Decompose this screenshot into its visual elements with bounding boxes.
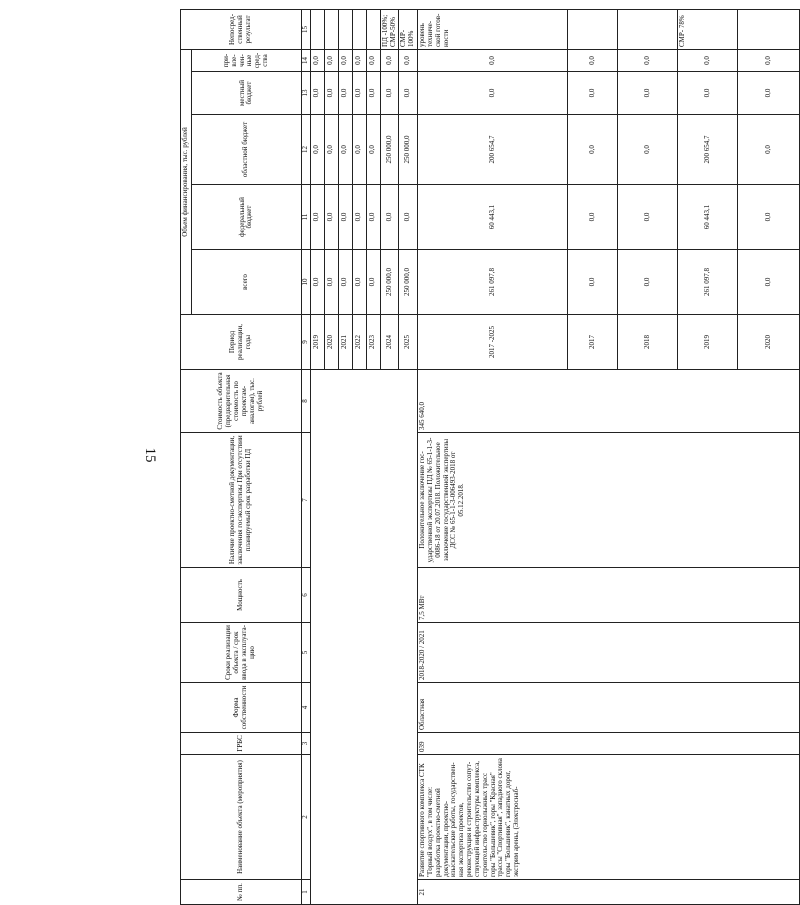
cell-attracted: 0,0 [568, 49, 618, 71]
cell-attracted: 0,0 [399, 49, 418, 71]
cell-year: 2024 [380, 315, 399, 370]
column-number: 7 [301, 433, 310, 568]
header-term: Сроки реализации объекта / срок ввода в эксплуатацию [181, 623, 302, 683]
cell-attracted: 0,0 [338, 49, 352, 71]
column-number: 14 [301, 49, 310, 71]
column-number: 12 [301, 115, 310, 185]
cell-regional: 250 000,0 [399, 115, 418, 185]
cell-regional: 0,0 [568, 115, 618, 185]
cell-local: 0,0 [366, 72, 380, 115]
cell-federal: 60 443,1 [678, 185, 738, 250]
cell-attracted: 0,0 [380, 49, 399, 71]
cell-attracted: 0,0 [366, 49, 380, 71]
header-capacity: Мощность [181, 568, 302, 623]
item-21-rows [418, 9, 800, 904]
cell-regional: 200 654,7 [678, 115, 738, 185]
cell-result: СМР- 78% [678, 9, 738, 49]
cell-federal: 0,0 [399, 185, 418, 250]
cell-local: 0,0 [678, 72, 738, 115]
header-funding: Объем финансирования, тыс. рублей [181, 49, 192, 314]
cell-total: 0,0 [352, 250, 366, 315]
cell-federal: 0,0 [310, 185, 324, 250]
cell-local: 0,0 [738, 72, 800, 115]
cell-year: 2020 [324, 315, 338, 370]
column-number: 13 [301, 72, 310, 115]
rotated-table-wrapper [180, 10, 772, 905]
column-number: 3 [301, 733, 310, 755]
cell-local: 0,0 [310, 72, 324, 115]
header-no: № пп. [181, 880, 302, 905]
cell-regional: 0,0 [352, 115, 366, 185]
cell-total: 0,0 [310, 250, 324, 315]
cell-result [366, 9, 380, 49]
cell-federal: 0,0 [380, 185, 399, 250]
header-cost: Стоимость объекта (предварительная стоимость по проектам-аналогам), тыс. рублей [181, 370, 302, 433]
cell-year: 2021 [338, 315, 352, 370]
cell-result [738, 9, 800, 49]
cell-local: 0,0 [399, 72, 418, 115]
column-number: 11 [301, 185, 310, 250]
cell-local: 0,0 [418, 72, 568, 115]
cell-local: 0,0 [324, 72, 338, 115]
column-number: 5 [301, 623, 310, 683]
column-number: 15 [301, 9, 310, 49]
cell-total: 0,0 [618, 250, 678, 315]
cell-attracted: 0,0 [738, 49, 800, 71]
column-number: 1 [301, 880, 310, 905]
header-federal: федеральный бюджет [191, 185, 301, 250]
cell-attracted: 0,0 [618, 49, 678, 71]
cell-federal: 0,0 [352, 185, 366, 250]
financing-table [180, 9, 800, 905]
item-ownership: Областная [418, 683, 800, 733]
cell-local: 0,0 [338, 72, 352, 115]
item-term: 2018-2020 / 2021 [418, 623, 800, 683]
cell-result [618, 9, 678, 49]
cell-regional: 0,0 [338, 115, 352, 185]
cell-attracted: 0,0 [352, 49, 366, 71]
cell-federal: 0,0 [738, 185, 800, 250]
cell-attracted: 0,0 [418, 49, 568, 71]
cell-result [324, 9, 338, 49]
cell-regional: 0,0 [738, 115, 800, 185]
page-number: 15 [142, 447, 158, 463]
header-name: Наименование объекта (мероприятия) [181, 755, 302, 880]
column-number: 4 [301, 683, 310, 733]
item-name: Развитие спортивного комплекса СТК "Горный воздух", в том числе: разработка проектно-сметной документации, проектно-изыскательские работы, государственная экспертиза проектов, реконструкция и строительство сопутствующей инфраструктуры комплекса, строительство горнолыжных трасс горы "Большевик", горы "Красная" трассы "Спортивная", западного склона горы "Большевик", канатных дорог, экстрим арены, (Электроснаб- [418, 755, 800, 880]
cell-result [338, 9, 352, 49]
cell-federal: 0,0 [324, 185, 338, 250]
cell-total: 250 000,0 [380, 250, 399, 315]
column-number: 6 [301, 568, 310, 623]
cell-result: уровень технической готовности [418, 9, 568, 49]
cell-year: 2020 [738, 315, 800, 370]
cell-result: ПД -100%; СМР-50% [380, 9, 399, 49]
cell-attracted: 0,0 [678, 49, 738, 71]
cell-year: 2023 [366, 315, 380, 370]
cell-regional: 0,0 [366, 115, 380, 185]
cell-federal: 0,0 [568, 185, 618, 250]
header-period: Период реализации, годы [181, 315, 302, 370]
cell-federal: 0,0 [618, 185, 678, 250]
cell-year: 2019 [678, 315, 738, 370]
cell-result [352, 9, 366, 49]
header-ownership: Форма собственности [181, 683, 302, 733]
previous-item-rows [310, 9, 417, 904]
cell-year: 2025 [399, 315, 418, 370]
cell-total: 0,0 [738, 250, 800, 315]
header-local: местный бюджет [191, 72, 301, 115]
cell-local: 0,0 [568, 72, 618, 115]
column-number: 8 [301, 370, 310, 433]
header-attracted: привлеченные средства [191, 49, 301, 71]
cell-total: 0,0 [338, 250, 352, 315]
cell-total: 261 097,8 [418, 250, 568, 315]
cell-regional: 250 000,0 [380, 115, 399, 185]
cell-total: 0,0 [324, 250, 338, 315]
cell-year: 2019 [310, 315, 324, 370]
cell-regional: 200 654,7 [418, 115, 568, 185]
cell-year: 2022 [352, 315, 366, 370]
cell-federal: 0,0 [366, 185, 380, 250]
header-grbs: ГРБС [181, 733, 302, 755]
cell-attracted: 0,0 [324, 49, 338, 71]
column-numbers-row [301, 9, 310, 904]
cell-total: 0,0 [568, 250, 618, 315]
cell-result: СМР- 100% [399, 9, 418, 49]
cell-total: 0,0 [366, 250, 380, 315]
blank-cell [310, 370, 417, 905]
item-grbs: 039 [418, 733, 800, 755]
item-capacity: 7,5 МВт [418, 568, 800, 623]
cell-total: 250 000,0 [399, 250, 418, 315]
cell-total: 261 097,8 [678, 250, 738, 315]
item-docs: Положительное заключение государственной экспертизы ПД № 65-1-1-3-0086-18 от 20.07.2018. Положительное заключение государственной экспертизы ДСС № 65-1-1-3-006493-2018 от 05.12.2018. [418, 433, 800, 568]
cell-result [310, 9, 324, 49]
cell-local: 0,0 [618, 72, 678, 115]
table-row [310, 9, 324, 904]
cell-local: 0,0 [352, 72, 366, 115]
cell-regional: 0,0 [310, 115, 324, 185]
cell-regional: 0,0 [618, 115, 678, 185]
cell-year: 2017 [568, 315, 618, 370]
cell-local: 0,0 [380, 72, 399, 115]
item-cost: 345 640,0 [418, 370, 800, 433]
cell-year: 2017 -2025 [418, 315, 568, 370]
cell-regional: 0,0 [324, 115, 338, 185]
cell-federal: 60 443,1 [418, 185, 568, 250]
item-number: 21 [418, 880, 800, 905]
table-row [418, 9, 568, 904]
header-total: всего [191, 250, 301, 315]
cell-attracted: 0,0 [310, 49, 324, 71]
column-number: 10 [301, 250, 310, 315]
header-regional: областной бюджет [191, 115, 301, 185]
cell-year: 2018 [618, 315, 678, 370]
column-number: 9 [301, 315, 310, 370]
cell-result [568, 9, 618, 49]
cell-federal: 0,0 [338, 185, 352, 250]
column-number: 2 [301, 755, 310, 880]
header-docs: Наличие проектно-сметной документации, заключения госэкспертизы При отсутствии планируемый срок разработки ПД [181, 433, 302, 568]
header-result: Непосредственный результат [181, 9, 302, 49]
